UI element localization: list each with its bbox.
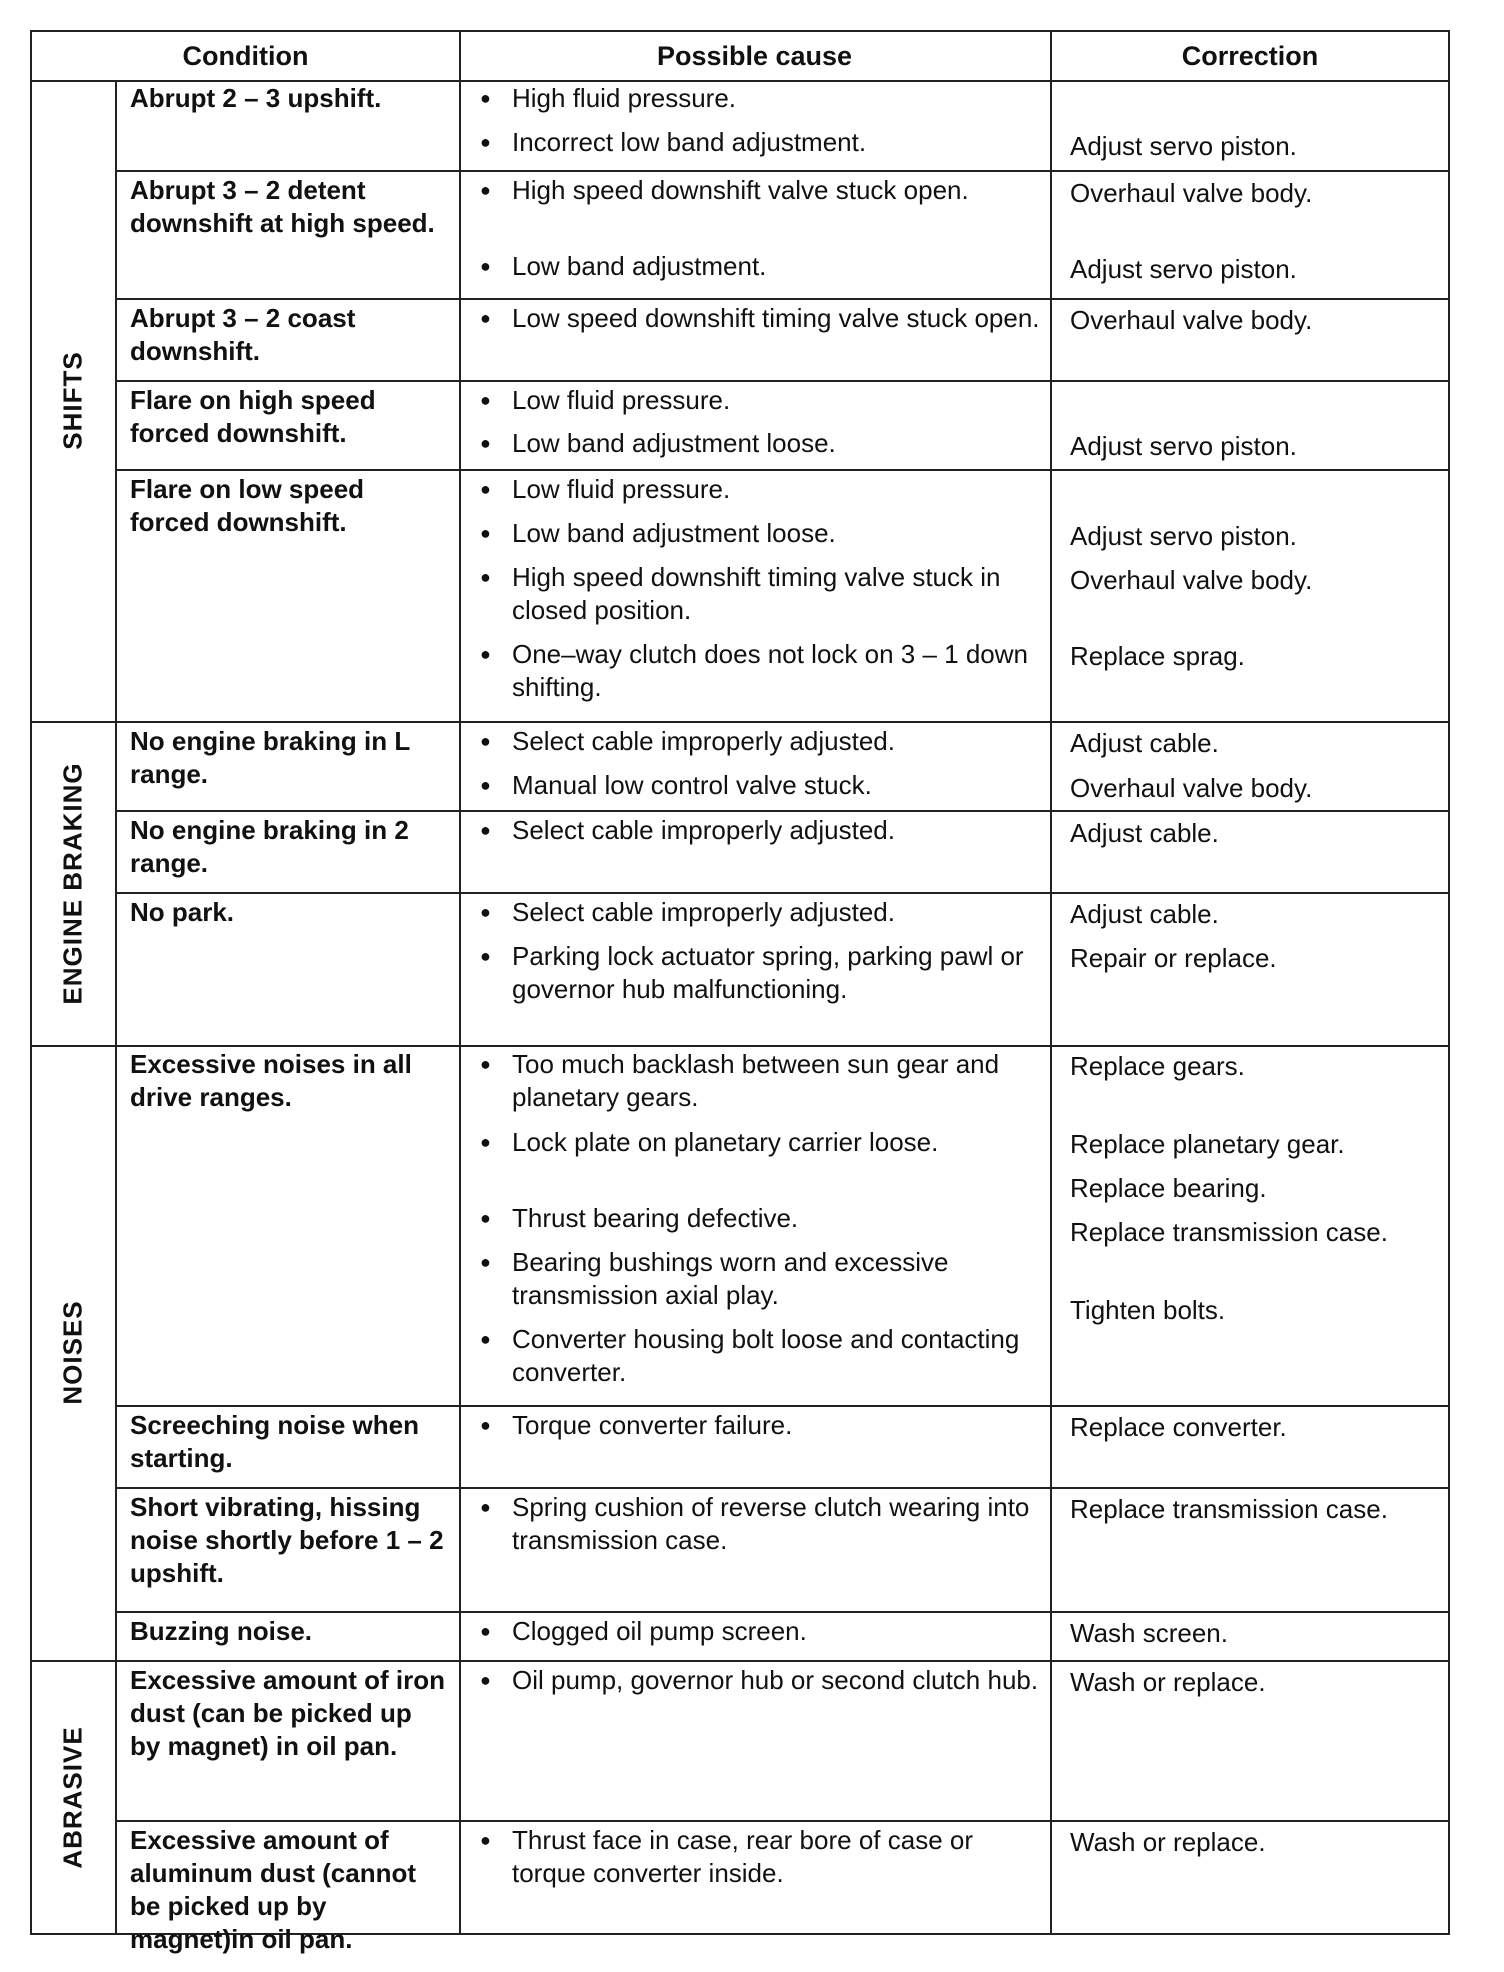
- row-divider: [115, 892, 1450, 894]
- cause-item: ● Bearing bushings worn and excessive transmission axial play.: [480, 1246, 1040, 1312]
- row-divider: [115, 1405, 1450, 1407]
- correction-item: Wash screen.: [1070, 1618, 1228, 1648]
- cause-item: ● Low band adjustment loose.: [480, 517, 1040, 550]
- correction-item: Replace gears.: [1070, 1051, 1245, 1081]
- condition-cell: Screeching noise when starting.: [130, 1410, 419, 1473]
- cause-item: ● Clogged oil pump screen.: [480, 1615, 1040, 1648]
- category-divider-rule: [32, 1660, 1450, 1662]
- category-noises-label: NOISES: [58, 1300, 88, 1405]
- correction-item: Adjust cable.: [1070, 818, 1219, 848]
- cause-item: ● Parking lock actuator spring, parking pawl or governor hub malfunctioning.: [480, 940, 1040, 1006]
- condition-cell: Flare on high speed forced downshift.: [130, 385, 376, 448]
- cause-item: ● Low fluid pressure.: [480, 384, 1040, 417]
- condition-cell: No park.: [130, 897, 235, 927]
- category-abrasive: [32, 1660, 115, 1935]
- cause-item: ● Low band adjustment loose.: [480, 427, 1040, 460]
- correction-item: Adjust servo piston.: [1070, 254, 1297, 284]
- condition-cell: Buzzing noise.: [130, 1616, 312, 1646]
- cause-item: ● Thrust face in case, rear bore of case or torque converter inside.: [480, 1824, 1040, 1890]
- category-divider-rule: [32, 721, 1450, 723]
- row-divider: [115, 469, 1450, 471]
- correction-item: Overhaul valve body.: [1070, 565, 1313, 595]
- cause-item: ● Thrust bearing defective.: [480, 1202, 1040, 1235]
- condition-cell: Excessive noises in all drive ranges.: [130, 1049, 412, 1112]
- cause-item: ● Oil pump, governor hub or second clutch hub.: [480, 1664, 1040, 1697]
- correction-item: Adjust servo piston.: [1070, 131, 1297, 161]
- cause-item: ● Incorrect low band adjustment.: [480, 126, 1040, 159]
- cause-item: ● Low speed downshift timing valve stuck open.: [480, 302, 1040, 335]
- condition-cell: Abrupt 2 – 3 upshift.: [130, 83, 382, 113]
- correction-item: Wash or replace.: [1070, 1827, 1266, 1857]
- cause-item: ● Manual low control valve stuck.: [480, 769, 1040, 802]
- cause-item: ● Converter housing bolt loose and contacting converter.: [480, 1323, 1040, 1389]
- correction-item: Adjust cable.: [1070, 899, 1219, 929]
- correction-item: Replace converter.: [1070, 1412, 1287, 1442]
- category-divider-rule: [32, 1045, 1450, 1047]
- category-engine-braking: [32, 721, 115, 1045]
- category-engine-braking-label: ENGINE BRAKING: [58, 761, 88, 1005]
- troubleshooting-table: [30, 30, 1450, 1954]
- column-divider-cause: [459, 32, 461, 1935]
- cause-item: ● One–way clutch does not lock on 3 – 1 down shifting.: [480, 638, 1040, 704]
- cause-item: ● Select cable improperly adjusted.: [480, 896, 1040, 929]
- column-divider-correction: [1050, 32, 1052, 1935]
- row-divider: [115, 1611, 1450, 1613]
- category-noises: [32, 1045, 115, 1660]
- cause-item: ● High speed downshift valve stuck open.: [480, 174, 1040, 207]
- correction-item: Replace transmission case.: [1070, 1217, 1388, 1247]
- cause-item: ● Torque converter failure.: [480, 1409, 1040, 1442]
- cause-item: ● Low fluid pressure.: [480, 473, 1040, 506]
- condition-cell: No engine braking in L range.: [130, 726, 410, 789]
- row-divider: [115, 298, 1450, 300]
- condition-cell: Short vibrating, hissing noise shortly before 1 – 2 upshift.: [130, 1492, 444, 1588]
- header-correction: Correction: [1181, 40, 1319, 71]
- row-divider: [115, 170, 1450, 172]
- cause-item: ● Low band adjustment.: [480, 250, 1040, 283]
- condition-cell: Abrupt 3 – 2 detent downshift at high speed.: [130, 175, 435, 238]
- condition-cell: Excessive amount of iron dust (can be picked up by magnet) in oil pan.: [130, 1665, 445, 1761]
- category-divider: [115, 80, 117, 1935]
- correction-item: Wash or replace.: [1070, 1667, 1266, 1697]
- condition-cell: No engine braking in 2 range.: [130, 815, 409, 878]
- row-divider: [115, 810, 1450, 812]
- cause-item: ● Lock plate on planetary carrier loose.: [480, 1126, 1040, 1159]
- row-divider: [115, 1487, 1450, 1489]
- correction-item: Repair or replace.: [1070, 943, 1277, 973]
- category-shifts-label: SHIFTS: [58, 351, 89, 450]
- cause-item: ● Spring cushion of reverse clutch wearing into transmission case.: [480, 1491, 1040, 1557]
- correction-item: Overhaul valve body.: [1070, 773, 1313, 803]
- correction-item: Overhaul valve body.: [1070, 305, 1313, 335]
- cause-item: ● Select cable improperly adjusted.: [480, 725, 1040, 758]
- row-divider: [115, 380, 1450, 382]
- condition-cell: Flare on low speed forced downshift.: [130, 474, 365, 537]
- correction-item: Overhaul valve body.: [1070, 178, 1313, 208]
- condition-cell: Excessive amount of aluminum dust (cannot be picked up by magnet)in oil pan.: [130, 1825, 416, 1954]
- category-shifts: [32, 80, 115, 721]
- header-condition: Condition: [182, 40, 309, 71]
- row-divider: [115, 1820, 1450, 1822]
- cause-item: ● High fluid pressure.: [480, 82, 1040, 115]
- correction-item: Replace sprag.: [1070, 641, 1245, 671]
- correction-item: Tighten bolts.: [1070, 1295, 1226, 1325]
- cause-item: ● Too much backlash between sun gear and planetary gears.: [480, 1048, 1040, 1114]
- cause-item: ● Select cable improperly adjusted.: [480, 814, 1040, 847]
- correction-item: Replace planetary gear.: [1070, 1129, 1345, 1159]
- correction-item: Adjust servo piston.: [1070, 521, 1297, 551]
- cause-item: ● High speed downshift timing valve stuck in closed position.: [480, 561, 1040, 627]
- correction-item: Adjust cable.: [1070, 728, 1219, 758]
- category-abrasive-label: ABRASIVE: [58, 1726, 89, 1869]
- condition-cell: Abrupt 3 – 2 coast downshift.: [130, 303, 356, 366]
- correction-item: Replace bearing.: [1070, 1173, 1267, 1203]
- header-possible-cause: Possible cause: [656, 40, 853, 71]
- correction-item: Adjust servo piston.: [1070, 431, 1297, 461]
- correction-item: Replace transmission case.: [1070, 1494, 1388, 1524]
